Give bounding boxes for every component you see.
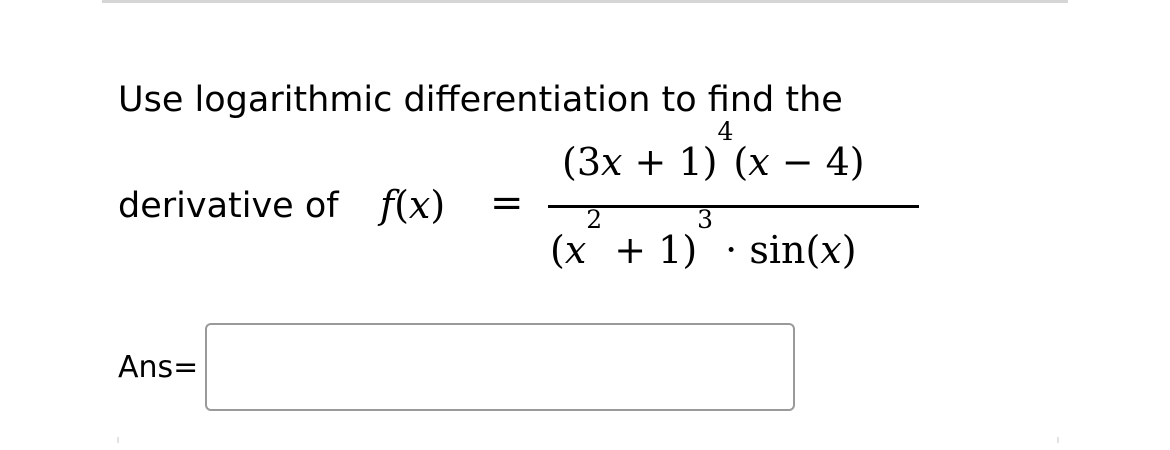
function-notation	[380, 182, 445, 228]
numerator-part: − 4)	[769, 140, 865, 184]
function-open-paren: (	[394, 183, 409, 227]
denominator-variable: x	[564, 228, 587, 272]
answer-label: Ans=	[118, 350, 199, 385]
denominator-part: · sin(	[713, 228, 821, 272]
denominator-part: + 1)	[602, 228, 698, 272]
fraction-denominator	[550, 205, 857, 274]
function-close-paren: )	[430, 183, 446, 227]
numerator-variable: x	[601, 140, 623, 184]
answer-input[interactable]	[205, 323, 795, 411]
top-divider	[102, 0, 1068, 3]
question-text-line-1: Use logarithmic differentiation to find the	[118, 80, 843, 120]
denominator-variable: x	[820, 228, 842, 272]
function-variable: x	[408, 183, 431, 227]
bottom-right-tick	[1057, 437, 1059, 443]
denominator-part: )	[841, 228, 857, 272]
equals-sign: =	[490, 180, 524, 226]
bottom-left-tick	[117, 437, 119, 443]
numerator-exponent: 4	[717, 117, 734, 146]
function-name: f	[380, 183, 395, 227]
denominator-exponent: 3	[697, 205, 714, 234]
denominator-exponent: 2	[586, 205, 603, 234]
numerator-variable: x	[748, 140, 770, 184]
question-text-line-2: derivative of	[118, 186, 339, 226]
numerator-part: (3	[562, 140, 602, 184]
numerator-part: + 1)	[622, 140, 718, 184]
fraction-numerator	[562, 117, 865, 186]
denominator-part: (	[550, 228, 565, 272]
numerator-part: (	[733, 140, 749, 184]
fraction-bar	[548, 205, 919, 208]
